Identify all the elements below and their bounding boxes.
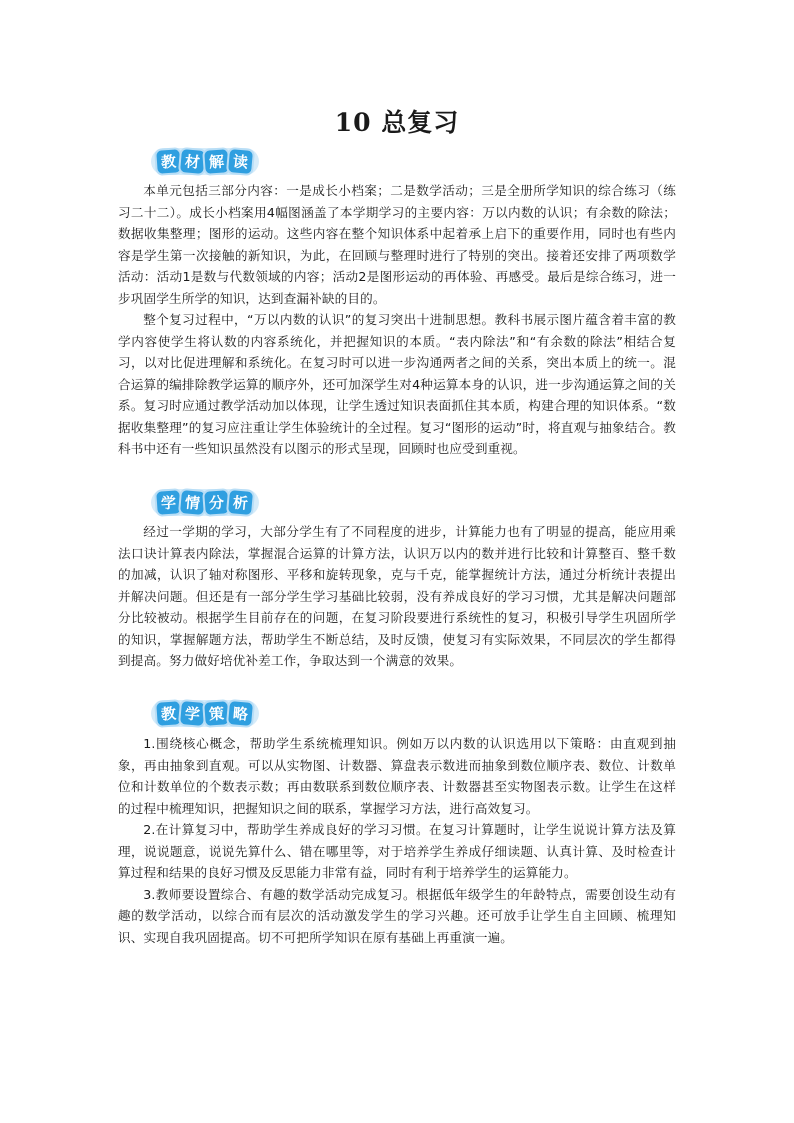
paragraph: 本单元包括三部分内容：一是成长小档案；二是数学活动；三是全册所学知识的综合练习（练习二十二）。成长小档案用4幅图涵盖了本学期学习的主要内容：万以内数的认识；有余数的除法；数据收集整理；图形的运动。这些内容在整个知识体系中起着承上启下的重要作用，同时也有些内容是学生第一次接触的新知识，为此，在回顾与整理时进行了特别的突出。接着还安排了两项数学活动：活动1是数与代数领域的内容；活动2是图形运动的再体验、再感受。最后是综合练习，进一步巩固学生所学的知识，达到查漏补缺的目的。 bbox=[118, 183, 676, 306]
heading-char: 读 bbox=[228, 149, 253, 174]
paragraph: 2.在计算复习中，帮助学生养成良好的学习习惯。在复习计算题时，让学生说说计算方法及算理，说说题意，说说先算什么、错在哪里等，对于培养学生养成仔细读题、认真计算、及时检查计算过程和结果的良好习惯及反思能力非常有益，同时有利于培养学生的运算能力。 bbox=[118, 822, 676, 880]
heading-badge bbox=[151, 148, 259, 175]
paragraph: 3.教师要设置综合、有趣的数学活动完成复习。根据低年级学生的年龄特点，需要创设生动有趣的数学活动，以综合而有层次的活动激发学生的学习兴趣。还可放手让学生自主回顾、梳理知识、实现自我巩固提高。切不可把所学知识在原有基础上再重演一遍。 bbox=[118, 886, 676, 945]
heading-badge bbox=[151, 700, 259, 727]
heading-char: 略 bbox=[228, 701, 253, 726]
paragraph: 整个复习过程中，“万以内数的认识”的复习突出十进制思想。教科书展示图片蕴含着丰富的教学内容使学生将认数的内容系统化，并把握知识的本质。“表内除法”和“有余数的除法”相结合复习，以对比促进理解和系统化。在复习时可以进一步沟通两者之间的关系，突出本质上的统一。混合运算的编排除教学运算的顺序外，还可加深学生对4种运算本身的认识，进一步沟通运算之间的关系。复习时应通过教学活动加以体现，让学生透过知识表面抓住其本质，构建合理的知识体系。“数据收集整理”的复习应注重让学生体验统计的全过程。复习“图形的运动”时，将直观与抽象结合。教科书中还有一些知识虽然没有以图示的形式呈现，回顾时也应受到重视。 bbox=[118, 312, 676, 456]
page-title: 10 总复习 bbox=[334, 108, 460, 137]
heading-char: 策 bbox=[204, 701, 229, 726]
paragraph: 经过一学期的学习，大部分学生有了不同程度的进步，计算能力也有了明显的提高，能应用乘法口诀计算表内除法，掌握混合运算的计算方法，认识万以内的数并进行比较和计算整百、整千数的加减，认识了轴对称图形、平移和旋转现象，克与千克，能掌握统计方法，通过分析统计表提出并解决问题。但还是有一部分学生学习基础比较弱，没有养成良好的学习习惯，尤其是解决问题部分比较被动。根据学生目前存在的问题，在复习阶段要进行系统性的复习，积极引导学生巩固所学的知识，掌握解题方法，帮助学生不断总结，及时反馈，使复习有实际效果，不同层次的学生都得到提高。努力做好培优补差工作，争取达到一个满意的效果。 bbox=[118, 524, 676, 668]
heading-char: 解 bbox=[204, 149, 229, 174]
heading-char: 教 bbox=[156, 149, 181, 174]
heading-char: 析 bbox=[228, 490, 253, 515]
section-heading bbox=[147, 487, 263, 517]
section-heading bbox=[147, 698, 263, 728]
heading-char: 材 bbox=[180, 149, 205, 174]
heading-char: 学 bbox=[156, 490, 181, 515]
heading-badge bbox=[151, 489, 259, 516]
section-3-body bbox=[118, 733, 676, 948]
heading-char: 教 bbox=[156, 701, 181, 726]
section-heading bbox=[147, 146, 263, 176]
section-textbook-interpretation bbox=[147, 146, 677, 176]
heading-char: 学 bbox=[180, 701, 205, 726]
heading-char: 情 bbox=[180, 490, 205, 515]
section-learning-analysis bbox=[147, 487, 677, 517]
section-1-body bbox=[118, 180, 676, 460]
section-2-body bbox=[118, 521, 676, 672]
paragraph: 1.围绕核心概念，帮助学生系统梳理知识。例如万以内数的认识选用以下策略：由直观到抽象，再由抽象到直观。可以从实物图、计数器、算盘表示数进而抽象到数位顺序表、数位、计数单位和计数单位的个数表示数；再由数联系到数位顺序表、计数器甚至实物图表示数。让学生在这样的过程中梳理知识，把握知识之间的联系，掌握学习方法，进行高效复习。 bbox=[118, 736, 676, 816]
section-teaching-strategy bbox=[147, 698, 677, 728]
heading-char: 分 bbox=[204, 490, 229, 515]
